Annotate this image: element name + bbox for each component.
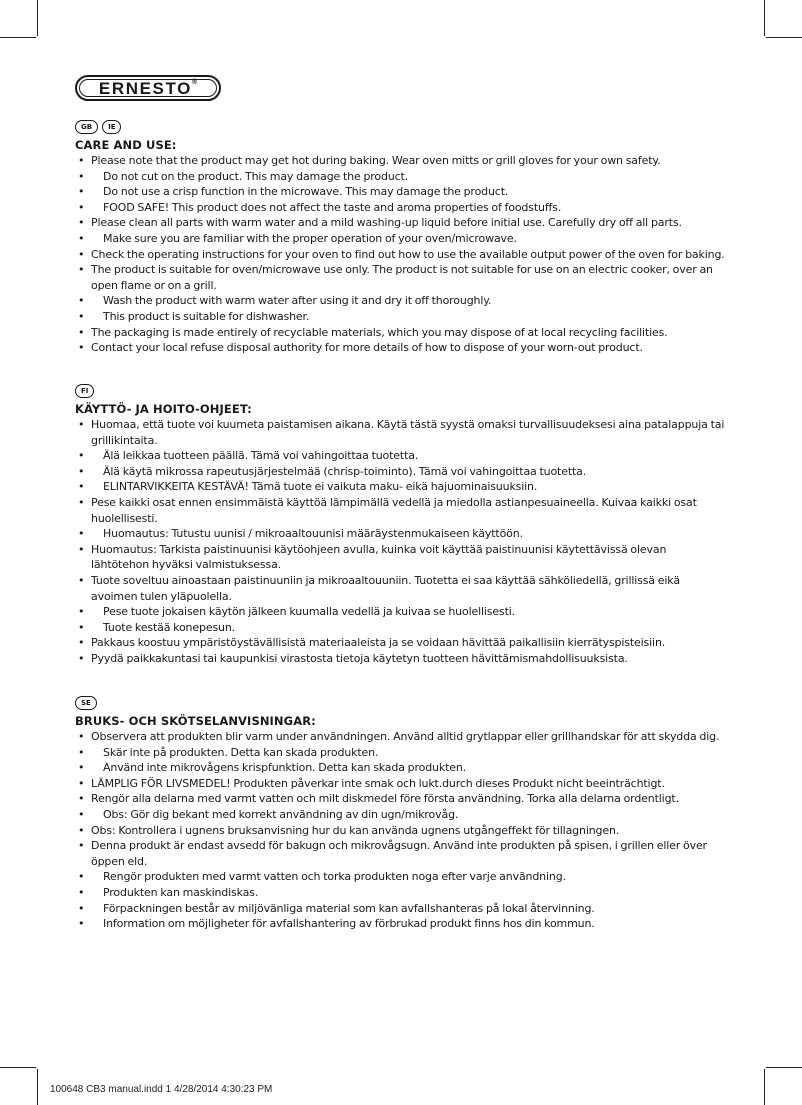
instruction-item: • The packaging is made entirely of recyclable materials, which you may dispose of at local recycling facilities. bbox=[75, 325, 725, 341]
instruction-item: • Pese kaikki osat ennen ensimmäistä käyttöä lämpimällä vedellä ja miedolla astianpesuaineella. Kuivaa kaikki osat huolellisesti. bbox=[75, 495, 725, 526]
instruction-item: • FOOD SAFE! This product does not affect the taste and aroma properties of foodstuffs. bbox=[75, 200, 725, 216]
crop-mark bbox=[766, 37, 802, 38]
instruction-item: • Huomautus: Tarkista paistinuunisi käytöohjeen avulla, kuinka voit käyttää paistinuunisi käytettävissä olevan lähtötehon hyväksi valmistuksessa. bbox=[75, 542, 725, 573]
instruction-list bbox=[75, 729, 725, 932]
instruction-item: • Huomaa, että tuote voi kuumeta paistamisen aikana. Käytä tästä syystä omaksi turvallisuudeksesi aina patalappuja tai grillikintaita. bbox=[75, 417, 725, 448]
section-finnish bbox=[75, 384, 725, 667]
section-heading: KÄYTTÖ- JA HOITO-OHJEET: bbox=[75, 402, 252, 416]
instruction-item: • Skär inte på produkten. Detta kan skada produkten. bbox=[75, 745, 725, 761]
crop-mark bbox=[0, 37, 36, 38]
instruction-item: • Wash the product with warm water after using it and dry it off thoroughly. bbox=[75, 293, 725, 309]
instruction-item: • Huomautus: Tutustu uunisi / mikroaaltouunisi määräystenmukaiseen käyttöön. bbox=[75, 526, 725, 542]
section-swedish bbox=[75, 696, 725, 932]
language-codes bbox=[75, 120, 725, 134]
instruction-item: • Älä käytä mikrossa rapeutusjärjestelmää (chrisp-toiminto). Tämä voi vahingoittaa tuotetta. bbox=[75, 464, 725, 480]
instruction-item: • Pyydä paikkakuntasi tai kaupunkisi virastosta tietoja käytetyn tuotteen hävittämismahdollisuuksista. bbox=[75, 651, 725, 667]
instruction-item: • Observera att produkten blir varm under användningen. Använd alltid grytlappar eller grillhandskar för att skydda dig. bbox=[75, 729, 725, 745]
instruction-item: • Denna produkt är endast avsedd för bakugn och mikrovågsugn. Använd inte produkten på spisen, i grillen eller över öppen eld. bbox=[75, 838, 725, 869]
instruction-item: • Älä leikkaa tuotteen päällä. Tämä voi vahingoittaa tuotetta. bbox=[75, 448, 725, 464]
instruction-item: • Tuote soveltuu ainoastaan paistinuuniin ja mikroaaltouuniin. Tuotetta ei saa käyttää sähköliedellä, grillissä eikä avoimen tulen yläpuolella. bbox=[75, 573, 725, 604]
instruction-item: • Tuote kestää konepesun. bbox=[75, 620, 725, 636]
crop-mark bbox=[37, 1069, 38, 1105]
instruction-list bbox=[75, 417, 725, 667]
instruction-item: • Information om möjligheter för avfallshantering av förbrukad produkt finns hos din kommun. bbox=[75, 916, 725, 932]
instruction-list bbox=[75, 153, 725, 356]
crop-mark bbox=[766, 1067, 802, 1068]
instruction-item: • The product is suitable for oven/microwave use only. The product is not suitable for use on an electric cooker, over an open flame or on a grill. bbox=[75, 262, 725, 293]
language-code: IE bbox=[102, 120, 121, 134]
instruction-item: • Använd inte mikrovågens krispfunktion. Detta kan skada produkten. bbox=[75, 760, 725, 776]
language-codes bbox=[75, 696, 725, 710]
instruction-item: • This product is suitable for dishwasher. bbox=[75, 309, 725, 325]
instruction-item: • Förpackningen består av miljövänliga material som kan avfallshanteras på lokal återvinning. bbox=[75, 901, 725, 917]
print-slug: 100648 CB3 manual.indd 1 4/28/2014 4:30:23 PM bbox=[50, 1084, 273, 1095]
instruction-item: • Obs: Kontrollera i ugnens bruksanvisning hur du kan använda ugnens utgångeffekt för tillagningen. bbox=[75, 823, 725, 839]
crop-mark bbox=[0, 1067, 36, 1068]
instruction-item: • Please note that the product may get hot during baking. Wear oven mitts or grill gloves for your own safety. bbox=[75, 153, 725, 169]
instruction-item: • Pakkaus koostuu ympäristöystävällisistä materiaaleista ja se voidaan hävittää paikallisiin kierrätyspisteisiin. bbox=[75, 635, 725, 651]
instruction-item: • Rengör alla delarna med varmt vatten och milt diskmedel före första användning. Torka alla delarna ordentligt. bbox=[75, 791, 725, 807]
instruction-item: • Make sure you are familiar with the proper operation of your oven/microwave. bbox=[75, 231, 725, 247]
instruction-item: • Rengör produkten med varmt vatten och torka produkten noga efter varje användning. bbox=[75, 869, 725, 885]
instruction-item: • Obs: Gör dig bekant med korrekt användning av din ugn/mikrovåg. bbox=[75, 807, 725, 823]
section-english bbox=[75, 120, 725, 356]
language-code: FI bbox=[75, 384, 94, 398]
section-heading: BRUKS- OCH SKÖTSELANVISNINGAR: bbox=[75, 714, 316, 728]
instruction-item: • Please clean all parts with warm water and a mild washing-up liquid before initial use. Carefully dry off all parts. bbox=[75, 215, 725, 231]
instruction-item: • Do not use a crisp function in the microwave. This may damage the product. bbox=[75, 184, 725, 200]
brand-name: ERNESTO® bbox=[98, 79, 198, 98]
section-heading: CARE AND USE: bbox=[75, 138, 177, 152]
instruction-item: • LÄMPLIG FÖR LIVSMEDEL! Produkten påverkar inte smak och lukt.durch dieses Produkt nicht beeinträchtigt. bbox=[75, 776, 725, 792]
language-code: SE bbox=[75, 696, 97, 710]
instruction-item: • Produkten kan maskindiskas. bbox=[75, 885, 725, 901]
language-code: GB bbox=[75, 120, 98, 134]
language-codes bbox=[75, 384, 725, 398]
instruction-item: • ELINTARVIKKEITA KESTÄVÄ! Tämä tuote ei vaikuta maku- eikä hajuominaisuuksiin. bbox=[75, 479, 725, 495]
crop-mark bbox=[37, 0, 38, 36]
crop-mark bbox=[764, 0, 765, 36]
instruction-item: • Do not cut on the product. This may damage the product. bbox=[75, 169, 725, 185]
crop-mark bbox=[764, 1069, 765, 1105]
instruction-item: • Contact your local refuse disposal authority for more details of how to dispose of your worn-out product. bbox=[75, 340, 725, 356]
instruction-item: • Check the operating instructions for your oven to find out how to use the available output power of the oven for baking. bbox=[75, 247, 725, 263]
brand-logo bbox=[75, 75, 221, 101]
instruction-item: • Pese tuote jokaisen käytön jälkeen kuumalla vedellä ja kuivaa se huolellisesti. bbox=[75, 604, 725, 620]
